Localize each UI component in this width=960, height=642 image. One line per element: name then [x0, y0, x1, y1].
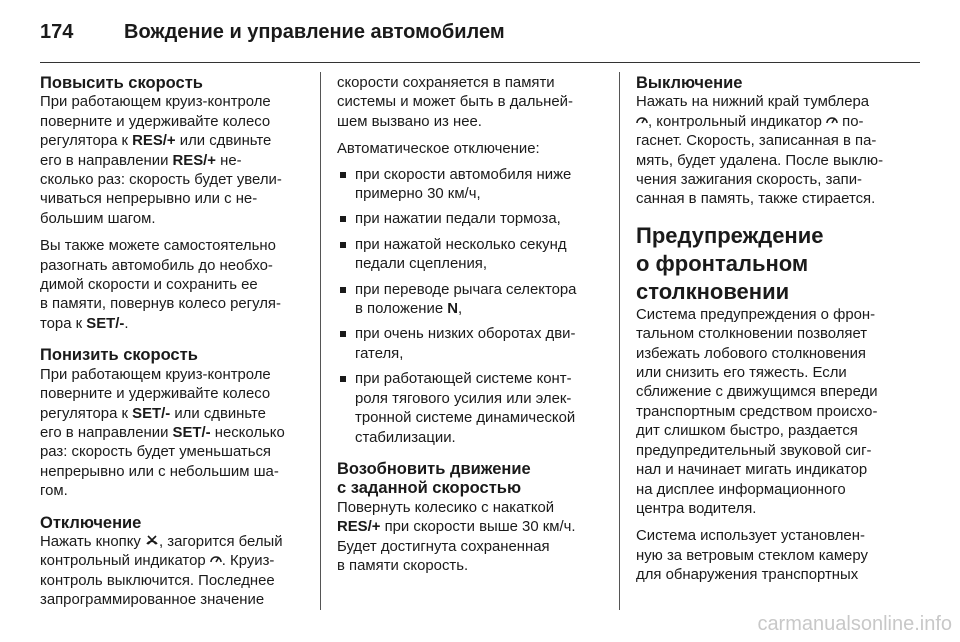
- text-line: или снизить его тяжесть. Если: [636, 365, 847, 382]
- text-line: раз: скорость будет уменьшаться: [40, 444, 271, 461]
- list-item: при скорости автомобиля ниже примерно 30 км/ч,: [337, 166, 607, 205]
- text-line: центра водителя.: [636, 500, 757, 517]
- text-line: скорости сохраняется в памяти: [337, 75, 555, 91]
- page-header: [40, 12, 920, 56]
- text-line: транспортным средством происхо-: [636, 403, 878, 420]
- text-line: чиваться непрерывно или с не-: [40, 191, 258, 208]
- column-divider: [320, 72, 321, 610]
- cruise-cancel-icon: [145, 534, 159, 548]
- text-line: непрерывно или с небольшим ша-: [40, 463, 279, 480]
- text-line: санная в память, также стирается.: [636, 191, 876, 208]
- text-line: Система предупреждения о фрон-: [636, 306, 876, 323]
- watermark: carmanualsonline.info: [757, 613, 952, 635]
- text-line: , контрольный индикатор по-: [636, 113, 904, 132]
- text-line: его в направлении SET/- несколько: [40, 424, 285, 441]
- text-line: Автоматическое отключение:: [337, 141, 540, 158]
- list-item: при нажатии педали тормоза,: [337, 210, 607, 229]
- text-line: ную за ветровым стеклом камеру: [636, 547, 868, 564]
- text-line: для обнаружения транспортных: [636, 567, 859, 584]
- chapter-heading: столкновении: [636, 278, 790, 304]
- text-line: дит слишком быстро, раздается: [636, 423, 858, 440]
- text-line: большим шагом.: [40, 210, 156, 227]
- page-title: Вождение и управление автомобилем: [124, 21, 505, 43]
- chapter-heading: Предупреждение: [636, 222, 824, 248]
- text-line: в памяти скорость.: [337, 557, 469, 574]
- text-line: сколько раз: скорость будет увели-: [40, 172, 282, 189]
- text-line: Будет достигнута сохраненная: [337, 538, 550, 555]
- column-3: [636, 74, 904, 586]
- text-line: чения зажигания скорость, запи-: [636, 172, 863, 189]
- text-line: сближение с движущимся впереди: [636, 384, 878, 401]
- text-line: тальном столкновении позволяет: [636, 326, 868, 343]
- section-heading: Выключение: [636, 74, 743, 92]
- text-line: регулятора к RES/+ или сдвиньте: [40, 133, 272, 150]
- cruise-indicator-icon: [636, 114, 648, 128]
- column-2: [337, 74, 607, 576]
- page-number: 174: [40, 21, 74, 43]
- list-item: при переводе рычага селектора в положение N,: [337, 281, 607, 320]
- text-line: разогнать автомобиль до необхо-: [40, 257, 273, 274]
- text-line: Вы также можете самостоятельно: [40, 238, 276, 255]
- list-item: при нажатой несколько секунд педали сцепления,: [337, 236, 607, 275]
- chapter-heading: о фронтальном: [636, 250, 809, 276]
- text-line: регулятора к SET/- или сдвиньте: [40, 405, 266, 422]
- text-line: его в направлении RES/+ не-: [40, 152, 242, 169]
- text-line: При работающем круиз-контроле: [40, 94, 271, 111]
- text-line: тора к SET/-.: [40, 315, 129, 332]
- text-line: контрольный индикатор . Круиз-: [40, 553, 275, 570]
- section-heading: Отключение: [40, 513, 142, 532]
- cruise-indicator-icon: [210, 553, 222, 567]
- list-item: при очень низких оборотах дви- гателя,: [337, 325, 607, 364]
- section-heading: Понизить скорость: [40, 346, 198, 365]
- text-line: в памяти, повернув колесо регуля-: [40, 296, 281, 313]
- column-1: [40, 74, 304, 611]
- text-line: контроль выключится. Последнее: [40, 572, 275, 589]
- text-line: гаснет. Скорость, записанная в па-: [636, 133, 877, 150]
- text-line: системы и может быть в дальней-: [337, 94, 573, 111]
- text-line: шем вызвано из нее.: [337, 113, 482, 130]
- section-heading: Возобновить движение: [337, 459, 531, 478]
- text-line: При работающем круиз-контроле: [40, 366, 271, 383]
- text-line: поверните и удерживайте колесо: [40, 113, 271, 130]
- text-line: на дисплее информационного: [636, 481, 846, 498]
- text-line: запрограммированное значение: [40, 592, 265, 609]
- text-line: избежать лобового столкновения: [636, 345, 866, 362]
- text-line: димой скорости и сохранить ее: [40, 277, 258, 294]
- section-heading: с заданной скоростью: [337, 479, 522, 498]
- section-heading: Повысить скорость: [40, 74, 203, 92]
- text-line: поверните и удерживайте колесо: [40, 386, 271, 403]
- text-line: мять, будет удалена. После выклю-: [636, 152, 884, 169]
- text-line: Повернуть колесико с накаткой: [337, 499, 555, 516]
- text-line: Нажать кнопку , загорится белый: [40, 533, 283, 550]
- list-item: при работающей системе конт- роля тягового усилия или элек- тронной системе динамической стабилизации.: [337, 370, 607, 448]
- text-line: гом.: [40, 483, 68, 500]
- text-line: предупредительный звуковой сиг-: [636, 442, 872, 459]
- column-divider: [619, 72, 620, 610]
- cruise-indicator-icon: [826, 114, 838, 128]
- text-line: Нажать на нижний край тумблера: [636, 94, 870, 111]
- header-rule: [40, 62, 920, 63]
- text-line: нал и начинает мигать индикатор: [636, 462, 868, 479]
- text-line: Система использует установлен-: [636, 528, 865, 545]
- text-line: RES/+ при скорости выше 30 км/ч.: [337, 519, 576, 536]
